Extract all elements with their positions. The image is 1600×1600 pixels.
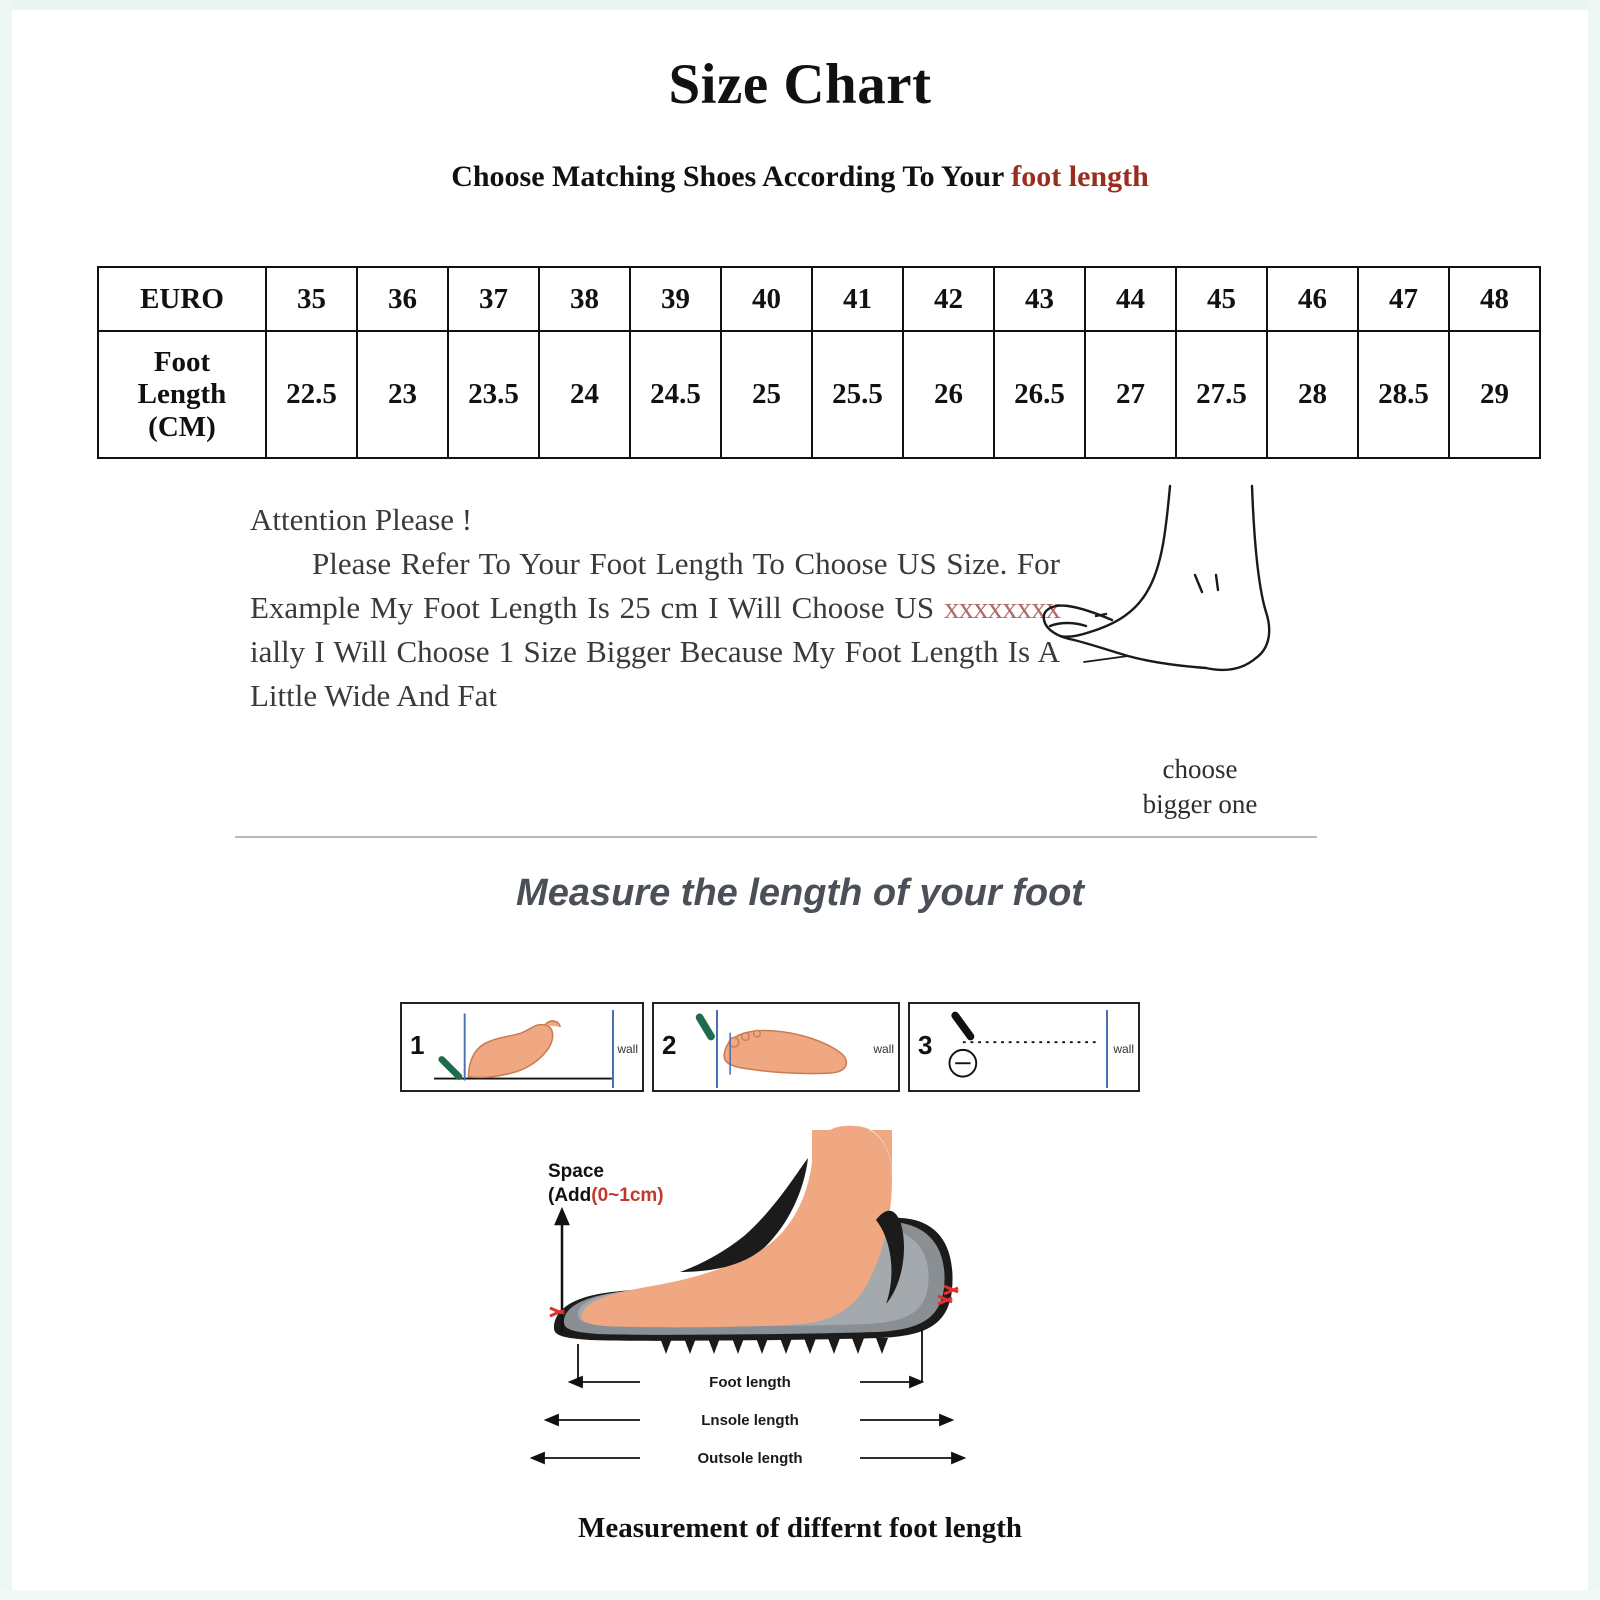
euro-cell-2: 37 — [448, 267, 539, 331]
euro-cell-11: 46 — [1267, 267, 1358, 331]
space-label-line1: Space — [548, 1161, 604, 1182]
foot-cell-6: 25.5 — [812, 331, 903, 458]
step-2-wall-label: wall — [873, 1042, 894, 1056]
page-subtitle — [0, 160, 1600, 194]
space-label-prefix: (Add — [548, 1184, 592, 1206]
choose-bigger-line1: choose — [1162, 754, 1238, 784]
euro-cell-6: 41 — [812, 267, 903, 331]
euro-cell-5: 40 — [721, 267, 812, 331]
euro-cell-10: 45 — [1176, 267, 1267, 331]
step-3-wall-label: wall — [1113, 1042, 1134, 1056]
page-edge-right — [1588, 0, 1600, 1600]
attention-body — [250, 542, 1060, 718]
step-box-1 — [400, 1002, 644, 1092]
foot-cell-7: 26 — [903, 331, 994, 458]
foot-cell-11: 28 — [1267, 331, 1358, 458]
page-edge-left — [0, 0, 12, 1600]
row-label-foot-line1: Foot — [153, 345, 211, 378]
table-row-foot-length — [98, 331, 1540, 458]
row-label-foot-length — [98, 331, 266, 458]
attention-body-part1: Please Refer To Your Foot Length To Choose US Size. For Example My Foot Length Is 25 cm I Will Choose US — [250, 546, 1060, 626]
attention-heading: Attention Please ! — [250, 502, 473, 537]
row-label-euro: EURO — [98, 267, 266, 331]
step-box-2 — [652, 1002, 900, 1092]
foot-cell-10: 27.5 — [1176, 331, 1267, 458]
dimension-label-insole-length: Lnsole length — [640, 1412, 860, 1429]
dimension-label-outsole-length: Outsole length — [640, 1450, 860, 1467]
foot-cell-9: 27 — [1085, 331, 1176, 458]
foot-cell-2: 23.5 — [448, 331, 539, 458]
euro-cell-12: 47 — [1358, 267, 1449, 331]
euro-cell-1: 36 — [357, 267, 448, 331]
foot-cell-8: 26.5 — [994, 331, 1085, 458]
euro-cell-4: 39 — [630, 267, 721, 331]
space-label — [548, 1160, 664, 1208]
subtitle-main-text: Choose Matching Shoes According To Your — [451, 160, 1012, 193]
step-3-number: 3 — [918, 1030, 933, 1060]
subtitle-accent-text: foot length — [1011, 160, 1149, 193]
foot-cell-4: 24.5 — [630, 331, 721, 458]
choose-bigger-line2: bigger one — [1142, 789, 1258, 820]
euro-cell-8: 43 — [994, 267, 1085, 331]
euro-cell-0: 35 — [266, 267, 357, 331]
footer-caption: Measurement of differnt foot length — [577, 1512, 1023, 1544]
step-box-3 — [908, 1002, 1140, 1092]
size-table — [97, 266, 1541, 459]
row-label-foot-line3: (CM) — [148, 410, 216, 443]
attention-body-part2: ially I Will Choose 1 Size Bigger Because My Foot Length Is A Little Wide And Fat — [250, 634, 1060, 714]
foot-cell-3: 24 — [539, 331, 630, 458]
page-edge-top — [0, 0, 1600, 10]
foot-cell-12: 28.5 — [1358, 331, 1449, 458]
table-row-euro — [98, 267, 1540, 331]
step-1-wall-label: wall — [617, 1042, 638, 1056]
step-2-number: 2 — [662, 1030, 677, 1060]
euro-cell-3: 38 — [539, 267, 630, 331]
row-label-foot-line2: Length — [137, 378, 227, 411]
space-label-value: (0~1cm) — [591, 1184, 664, 1206]
measure-steps — [400, 1002, 1140, 1092]
measure-heading: Measure the length of your foot — [516, 872, 1084, 914]
euro-cell-9: 44 — [1085, 267, 1176, 331]
section-divider — [235, 836, 1317, 838]
step-1-illustration — [402, 1004, 642, 1090]
step-1-number: 1 — [410, 1030, 425, 1060]
foot-cell-1: 23 — [357, 331, 448, 458]
foot-cell-13: 29 — [1449, 331, 1540, 458]
euro-cell-7: 42 — [903, 267, 994, 331]
step-2-illustration — [654, 1004, 898, 1090]
page-title: Size Chart — [668, 53, 932, 116]
foot-cell-5: 25 — [721, 331, 812, 458]
attention-block — [250, 498, 1060, 718]
space-label-line2 — [548, 1184, 664, 1208]
choose-bigger-note — [1110, 752, 1290, 822]
step-3-illustration — [910, 1004, 1138, 1090]
dimension-label-foot-length: Foot length — [640, 1374, 860, 1391]
foot-cell-0: 22.5 — [266, 331, 357, 458]
foot-outline-illustration — [1020, 480, 1340, 740]
page-edge-bottom — [0, 1590, 1600, 1600]
euro-cell-13: 48 — [1449, 267, 1540, 331]
attention-body-redacted: xxxxxxxx — [944, 590, 1060, 626]
